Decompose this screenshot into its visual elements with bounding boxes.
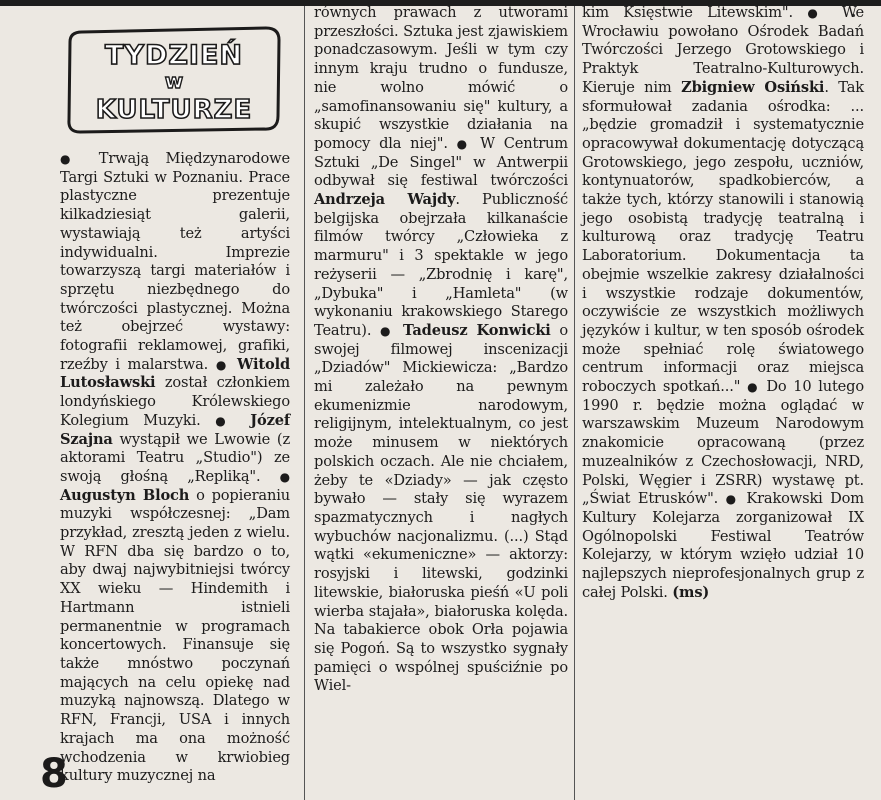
column-divider: [574, 6, 575, 800]
news-item: równych prawach z utworami przeszłości. Sztuka jest zjawiskiem ponadczasowym. Jeśli w tym czy innym kraju trudno o fundusze, nie wolno mówić o „samofinansowaniu się" kultury, a skupić wszystkie działania na pomocy dla niej".: [314, 4, 568, 152]
logo-line2: w: [164, 69, 184, 93]
news-item: Trwają Międzynarodowe Targi Sztuki w Poznaniu. Prace plastyczne prezentuje kilkadziesiąt galerii, wystawiają też artyści indywidualni. Imprezie towarzyszą targi materiałów i sprzętu niezbędnego do twórczości plastycznej. Można też obejrzeć wystawy: fotografii reklamowej, grafiki, rzeźby i malarstwa.: [60, 150, 290, 373]
bullet-icon: ●: [279, 469, 290, 484]
column-2: [314, 4, 568, 696]
news-item: o popieraniu muzyki współczesnej: „Dam przykład, zresztą jeden z wielu. W RFN dba się bardzo o to, aby dwaj najwybitniejsi twórcy XX wieku — Hindemith i Hartmann istnieli permanentnie w programach koncertowych. Finansuje się także mnóstwo poczynań mających na celu opiekę nad muzyką najnowszą. Dlatego w RFN, Francji, USA i innych krajach ma ona możność wchodzenia w krwiobieg kultury muzycznej na: [60, 486, 290, 785]
article-text: [60, 150, 290, 786]
column-3: [582, 4, 864, 603]
bullet-icon: ●: [215, 357, 230, 372]
news-item: o swojej filmowej inscenizacji „Dziadów" Mickiewicza: „Bardzo mi zależało na pewnym ekumenizmie narodowym, religijnym, intelektualnym, co jest może minusem w niektórych polskich oczach. Ale nie chciałem, żeby te «Dziady» — jak często bywało — stały się wyrazem spazmatycznych i nagłych wybuchów nacjonalizmu. (...) Stąd wątki «ekumeniczne» — aktorzy: rosyjski i litewski, godzinki litewskie, białoruska pieśń «U poli wierba stajała», białoruska kolęda. Na tabakierce obok Orła pojawia się Pogoń. Są to wszystko sygnały pamięci o wspólnej spuściźnie po Wiel-: [314, 321, 568, 695]
article-text: [314, 4, 568, 696]
person-name: Zbigniew Osiński: [681, 78, 825, 96]
bullet-icon: ●: [747, 380, 760, 395]
news-item: Krakowski Dom Kultury Kolejarza zorganizował IX Ogólnopolski Festiwal Teatrów Kolejarzy, w którym wzięło udział 10 najlepszych nieprofesjonalnych grup z całej Polski.: [582, 490, 864, 601]
person-name: Augustyn Bloch: [60, 486, 190, 504]
bullet-icon: ●: [60, 152, 83, 166]
news-item: kim Księstwie Litewskim".: [582, 4, 793, 21]
page-number: 8: [40, 751, 68, 797]
logo-line1: TYDZIEŃ: [104, 40, 244, 71]
logo-line3: KULTURZE: [95, 95, 253, 125]
bullet-icon: ●: [456, 136, 472, 151]
bullet-icon: ●: [215, 413, 236, 428]
news-item: wystąpił we Lwowie (z aktorami Teatru „Studio") ze swoją głośną „Repliką".: [60, 430, 290, 485]
news-item: Do 10 lutego 1990 r. będzie można oglądać w warszawskim Muzeum Narodowym znakomicie opracowaną (przez muzealników z Czechosłowacji, NRD, Polski, Węgier i ZSRR) wystawę pt. „Świat Etrusków".: [582, 378, 864, 508]
news-item: został członkiem londyńskiego Królewskiego Kolegium Muzyki.: [60, 374, 290, 429]
column-divider: [304, 6, 305, 800]
person-name: Józef Szajna: [60, 411, 290, 448]
person-name: Tadeusz Konwicki: [403, 321, 551, 339]
author-signature: (ms): [672, 583, 710, 601]
section-logo: [60, 18, 288, 140]
news-item: . Publiczność belgijska obejrzała kilkanaście filmów twórcy „Człowieka z marmuru" i 3 spektakle w jego reżyserii — „Zbrodnię i karę", „Dybuka" i „Hamleta" (w wykonaniu krakowskiego Starego Teatru).: [314, 191, 568, 339]
bullet-icon: ●: [725, 492, 739, 507]
person-name: Witold Lutosławski: [60, 355, 291, 392]
column-1: [60, 150, 290, 786]
bullet-icon: ●: [807, 6, 828, 20]
person-name: Andrzeja Wajdy: [314, 191, 456, 209]
news-item: We Wrocławiu powołano Ośrodek Badań Twórczości Jerzego Grotowskiego i Praktyk Teatralno-Kulturowych. Kieruje nim: [582, 4, 864, 96]
news-item: W Centrum Sztuki „De Singel" w Antwerpii odbywał się festiwal twórczości: [314, 134, 568, 190]
article-text: [582, 4, 864, 603]
bullet-icon: ●: [379, 323, 395, 338]
news-item: . Tak sformułował zadania ośrodka: ...„będzie gromadził i systematycznie opracowywał dokumentację dotyczącą Grotowskiego, jego zespołu, uczniów, kontynuatorów, spadkobierców, a także tych, którzy stanowili i stanowią jego osobistą tradycję teatralną i kulturową oraz tradycję Teatru Laboratorium. Dokumentacja ta obejmie wszelkie zakresy działalności i wszystkie rodzaje dokumentów, oczywiście ze wszystkich możliwych języków i kultur, w ten sposób ośrodek może spełniać rolę światowego centrum informacji oraz miejsca roboczych spotkań...": [582, 78, 864, 396]
